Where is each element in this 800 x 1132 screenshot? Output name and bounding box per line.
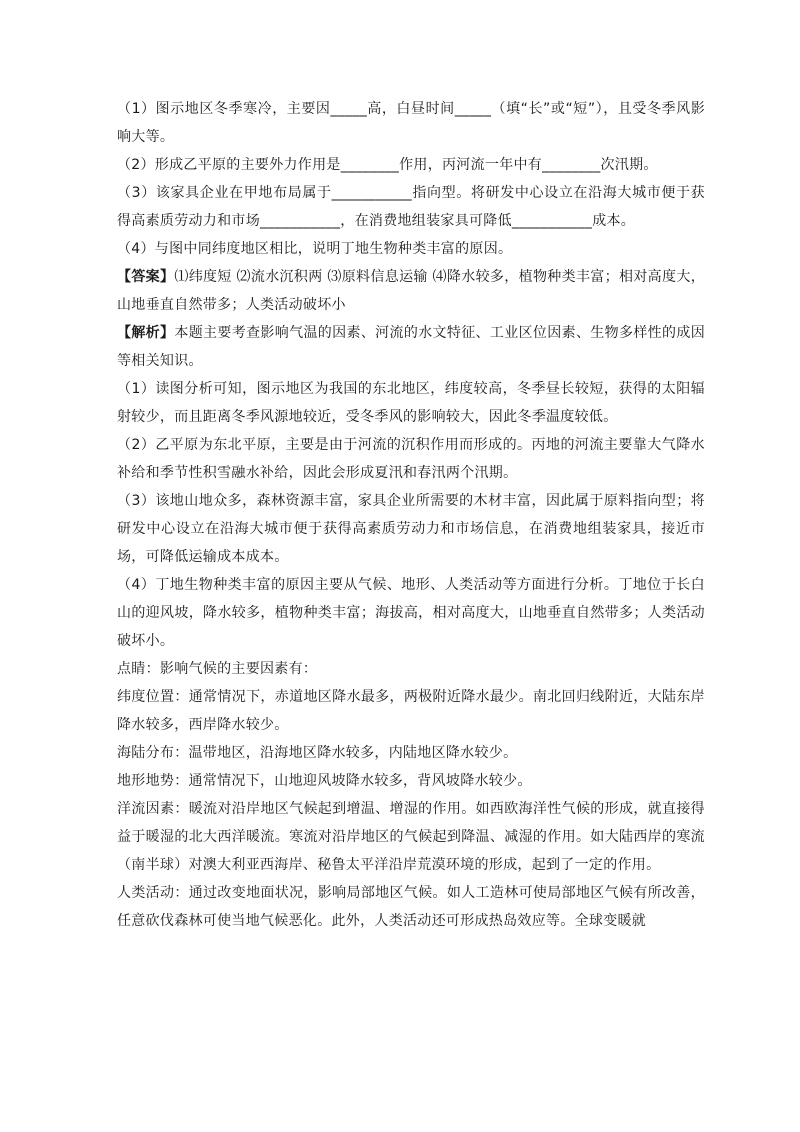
question-2: （2）形成乙平原的主要外力作用是________作用，丙河流一年中有________次汛期。 (117, 157, 658, 173)
answer-block (117, 263, 705, 319)
tips-heading: 点睛：影响气候的主要因素有： (117, 661, 318, 677)
answer-label: 【答案】 (117, 269, 175, 285)
analysis-point-2: （2）乙平原为东北平原，主要是由于河流的沉积作用而形成的。丙地的河流主要靠大气降水补给和季节性积雪融水补给，因此会形成夏汛和春汛两个汛期。 (117, 437, 705, 481)
tip-land-sea: 海陆分布：温带地区，沿海地区降水较多，内陆地区降水较少。 (117, 745, 518, 761)
tip-human-activity: 人类活动：通过改变地面状况，影响局部地区气候。如人工造林可使局部地区气候有所改善，任意砍伐森林可使当地气候恶化。此外，人类活动还可形成热岛效应等。全球变暖就 (117, 885, 705, 929)
answer-text: ⑴纬度短 ⑵流水沉积两 ⑶原料信息运输 ⑷降水较多，植物种类丰富；相对高度大，山地垂直自然带多；人类活动破坏小 (117, 269, 705, 313)
question-1: （1）图示地区冬季寒冷，主要因_____高，白昼时间_____（填“长”或“短”），且受冬季风影响大等。 (117, 101, 705, 145)
analysis-point-1: （1）读图分析可知，图示地区为我国的东北地区，纬度较高，冬季昼长较短，获得的太阳辐射较少，而且距离冬季风源地较近，受冬季风的影响较大，因此冬季温度较低。 (117, 381, 705, 425)
question-3: （3）该家具企业在甲地布局属于___________指向型。将研发中心设立在沿海大城市便于获得高素质劳动力和市场___________，在消费地组装家具可降低___________成本。 (117, 185, 705, 229)
analysis-label: 【解析】 (117, 325, 175, 341)
analysis-point-4: （4）丁地生物种类丰富的原因主要从气候、地形、人类活动等方面进行分析。丁地位于长白山的迎风坡，降水较多，植物种类丰富；海拔高，相对高度大，山地垂直自然带多；人类活动破坏小。 (117, 577, 705, 649)
tip-latitude: 纬度位置：通常情况下，赤道地区降水最多，两极附近降水最少。南北回归线附近，大陆东岸降水较多，西岸降水较少。 (117, 689, 705, 733)
analysis-point-3: （3）该地山地众多，森林资源丰富，家具企业所需要的木材丰富，因此属于原料指向型；将研发中心设立在沿海大城市便于获得高素质劳动力和市场信息，在消费地组装家具，接近市场，可降低运输成本成本。 (117, 493, 705, 565)
tip-terrain: 地形地势：通常情况下，山地迎风坡降水较多，背风坡降水较少。 (117, 773, 532, 789)
tip-ocean-currents: 洋流因素：暖流对沿岸地区气候起到增温、增湿的作用。如西欧海洋性气候的形成，就直接得益于暖湿的北大西洋暖流。寒流对沿岸地区的气候起到降温、减湿的作用。如大陆西岸的寒流（南半球）对澳大利亚西海岸、秘鲁太平洋沿岸荒漠环境的形成，起到了一定的作用。 (117, 801, 705, 873)
analysis-block (117, 319, 705, 375)
analysis-intro: 本题主要考查影响气温的因素、河流的水文特征、工业区位因素、生物多样性的成因等相关知识。 (117, 325, 705, 369)
question-4: （4）与图中同纬度地区相比，说明丁地生物种类丰富的原因。 (117, 241, 513, 257)
